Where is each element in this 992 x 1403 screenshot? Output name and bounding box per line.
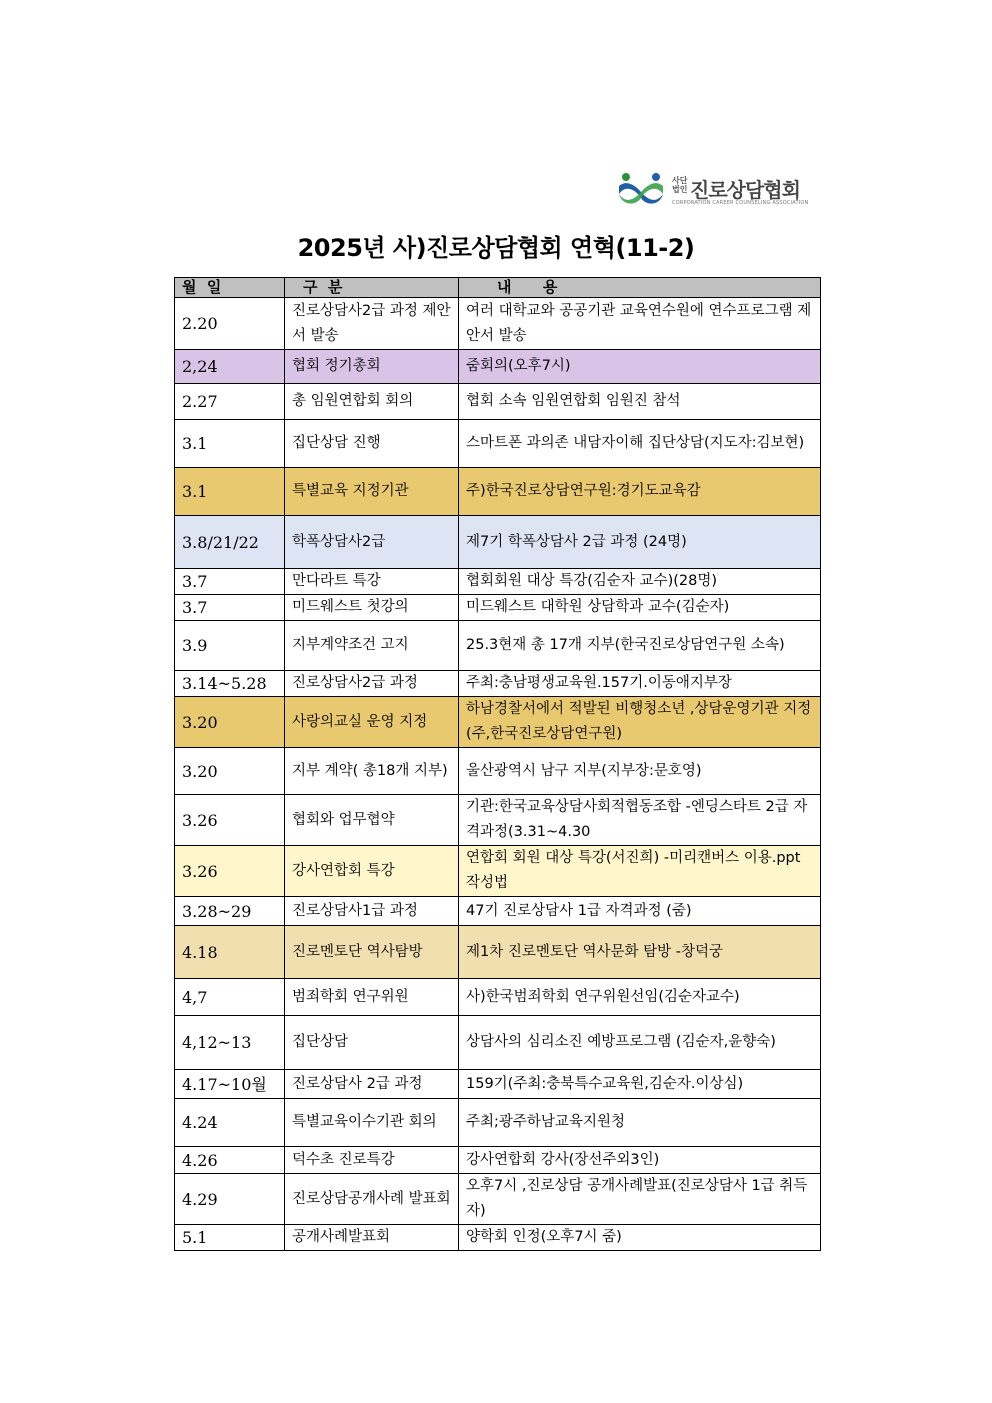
history-table xyxy=(174,277,821,1251)
row-date: 3.20 xyxy=(175,748,285,795)
row-content: 연합회 회원 대상 특강(서진희) -미리캔버스 이용.ppt 작성법 xyxy=(459,846,821,897)
header-category: 구 분 xyxy=(285,278,459,298)
row-date: 3.1 xyxy=(175,420,285,468)
row-content: 제1차 진로멘토단 역사문화 탐방 -창덕궁 xyxy=(459,926,821,979)
table-header-row xyxy=(175,278,821,298)
table-row xyxy=(175,595,821,621)
row-category: 학폭상담사2급 xyxy=(285,516,459,569)
table-row xyxy=(175,897,821,926)
row-content: 오후7시 ,진로상담 공개사례발표(진로상담사 1급 취득자) xyxy=(459,1174,821,1225)
row-content: 제7기 학폭상담사 2급 과정 (24명) xyxy=(459,516,821,569)
row-content: 상담사의 심리소진 예방프로그램 (김순자,윤향숙) xyxy=(459,1016,821,1070)
row-content: 주최;광주하남교육지원청 xyxy=(459,1099,821,1147)
row-content: 주)한국진로상담연구원:경기도교육감 xyxy=(459,468,821,516)
row-content: 사)한국범죄학회 연구위원선임(김순자교수) xyxy=(459,979,821,1016)
table-row xyxy=(175,350,821,384)
row-date: 3.26 xyxy=(175,795,285,846)
row-date: 2,24 xyxy=(175,350,285,384)
row-category: 진로멘토단 역사탐방 xyxy=(285,926,459,979)
row-category: 강사연합회 특강 xyxy=(285,846,459,897)
row-content: 하남경찰서에서 적발된 비행청소년 ,상담운영기관 지정(주,한국진로상담연구원) xyxy=(459,697,821,748)
logo-name: 진로상담협회 xyxy=(690,178,800,202)
table-row xyxy=(175,1225,821,1251)
table-row xyxy=(175,298,821,350)
row-content: 주최:충남평생교육원.157기.이동애지부장 xyxy=(459,671,821,697)
page-title: 2025년 사)진로상담협회 연혁(11-2) xyxy=(297,234,695,262)
table-row xyxy=(175,516,821,569)
row-category: 총 임원연합회 회의 xyxy=(285,384,459,420)
row-date: 2.20 xyxy=(175,298,285,350)
row-category: 지부계약조건 고지 xyxy=(285,621,459,671)
row-content: 기관:한국교육상담사회적협동조합 -엔딩스타트 2급 자격과정(3.31~4.30 xyxy=(459,795,821,846)
row-category: 집단상담 진행 xyxy=(285,420,459,468)
row-date: 4.17~10월 xyxy=(175,1070,285,1099)
row-date: 4.26 xyxy=(175,1147,285,1174)
row-content: 47기 진로상담사 1급 자격과정 (줌) xyxy=(459,897,821,926)
row-date: 3.1 xyxy=(175,468,285,516)
row-date: 3.7 xyxy=(175,595,285,621)
table-row xyxy=(175,926,821,979)
row-category: 특별교육이수기관 회의 xyxy=(285,1099,459,1147)
row-category: 진로상담사2급 과정 xyxy=(285,671,459,697)
header-content: 내 용 xyxy=(459,278,821,298)
table-row xyxy=(175,384,821,420)
row-content: 여러 대학교와 공공기관 교육연수원에 연수프로그램 제안서 발송 xyxy=(459,298,821,350)
table-row xyxy=(175,1016,821,1070)
row-date: 2.27 xyxy=(175,384,285,420)
row-date: 3.7 xyxy=(175,569,285,595)
row-date: 4.18 xyxy=(175,926,285,979)
row-content: 159기(주최:충북특수교육원,김순자.이상심) xyxy=(459,1070,821,1099)
row-date: 3.14~5.28 xyxy=(175,671,285,697)
row-category: 집단상담 xyxy=(285,1016,459,1070)
row-category: 덕수초 진로특강 xyxy=(285,1147,459,1174)
row-category: 진로상담공개사례 발표회 xyxy=(285,1174,459,1225)
row-category: 특별교육 지정기관 xyxy=(285,468,459,516)
row-category: 만다라트 특강 xyxy=(285,569,459,595)
row-category: 사랑의교실 운영 지정 xyxy=(285,697,459,748)
row-date: 4,12~13 xyxy=(175,1016,285,1070)
table-row xyxy=(175,795,821,846)
row-content: 미드웨스트 대학원 상담학과 교수(김순자) xyxy=(459,595,821,621)
table-row xyxy=(175,671,821,697)
association-logo xyxy=(616,170,826,210)
row-category: 지부 계약( 총18개 지부) xyxy=(285,748,459,795)
row-date: 5.1 xyxy=(175,1225,285,1251)
table-row xyxy=(175,1174,821,1225)
row-date: 3.20 xyxy=(175,697,285,748)
logo-small-text: 사단 법인 xyxy=(672,176,688,194)
row-category: 공개사례발표회 xyxy=(285,1225,459,1251)
row-content: 스마트폰 과의존 내담자이해 집단상담(지도자:김보현) xyxy=(459,420,821,468)
row-category: 협회 정기총회 xyxy=(285,350,459,384)
header-date: 월 일 xyxy=(175,278,285,298)
row-content: 강사연합회 강사(장선주외3인) xyxy=(459,1147,821,1174)
table-row xyxy=(175,420,821,468)
logo-mark-icon xyxy=(616,172,666,208)
row-content: 양학회 인정(오후7시 줌) xyxy=(459,1225,821,1251)
row-content: 25.3현재 총 17개 지부(한국진로상담연구원 소속) xyxy=(459,621,821,671)
table-row xyxy=(175,1147,821,1174)
table-row xyxy=(175,468,821,516)
row-date: 4,7 xyxy=(175,979,285,1016)
row-date: 3.8/21/22 xyxy=(175,516,285,569)
table-row xyxy=(175,846,821,897)
row-content: 울산광역시 남구 지부(지부장:문호영) xyxy=(459,748,821,795)
table-row xyxy=(175,1099,821,1147)
row-content: 협회회원 대상 특강(김순자 교수)(28명) xyxy=(459,569,821,595)
table-row xyxy=(175,697,821,748)
row-content: 협회 소속 임원연합회 임원진 참석 xyxy=(459,384,821,420)
row-category: 미드웨스트 첫강의 xyxy=(285,595,459,621)
row-category: 진로상담사 2급 과정 xyxy=(285,1070,459,1099)
row-category: 협회와 업무협약 xyxy=(285,795,459,846)
row-date: 4.29 xyxy=(175,1174,285,1225)
table-row xyxy=(175,979,821,1016)
table-row xyxy=(175,1070,821,1099)
row-category: 진로상담사1급 과정 xyxy=(285,897,459,926)
row-date: 3.26 xyxy=(175,846,285,897)
table-row xyxy=(175,621,821,671)
row-category: 범죄학회 연구위원 xyxy=(285,979,459,1016)
table-row xyxy=(175,569,821,595)
row-content: 줌회의(오후7시) xyxy=(459,350,821,384)
table-row xyxy=(175,748,821,795)
row-date: 3.28~29 xyxy=(175,897,285,926)
row-date: 4.24 xyxy=(175,1099,285,1147)
row-date: 3.9 xyxy=(175,621,285,671)
row-category: 진로상담사2급 과정 제안서 발송 xyxy=(285,298,459,350)
logo-subtitle: CORPORATION CAREER COUNSELING ASSOCIATION xyxy=(672,200,809,206)
